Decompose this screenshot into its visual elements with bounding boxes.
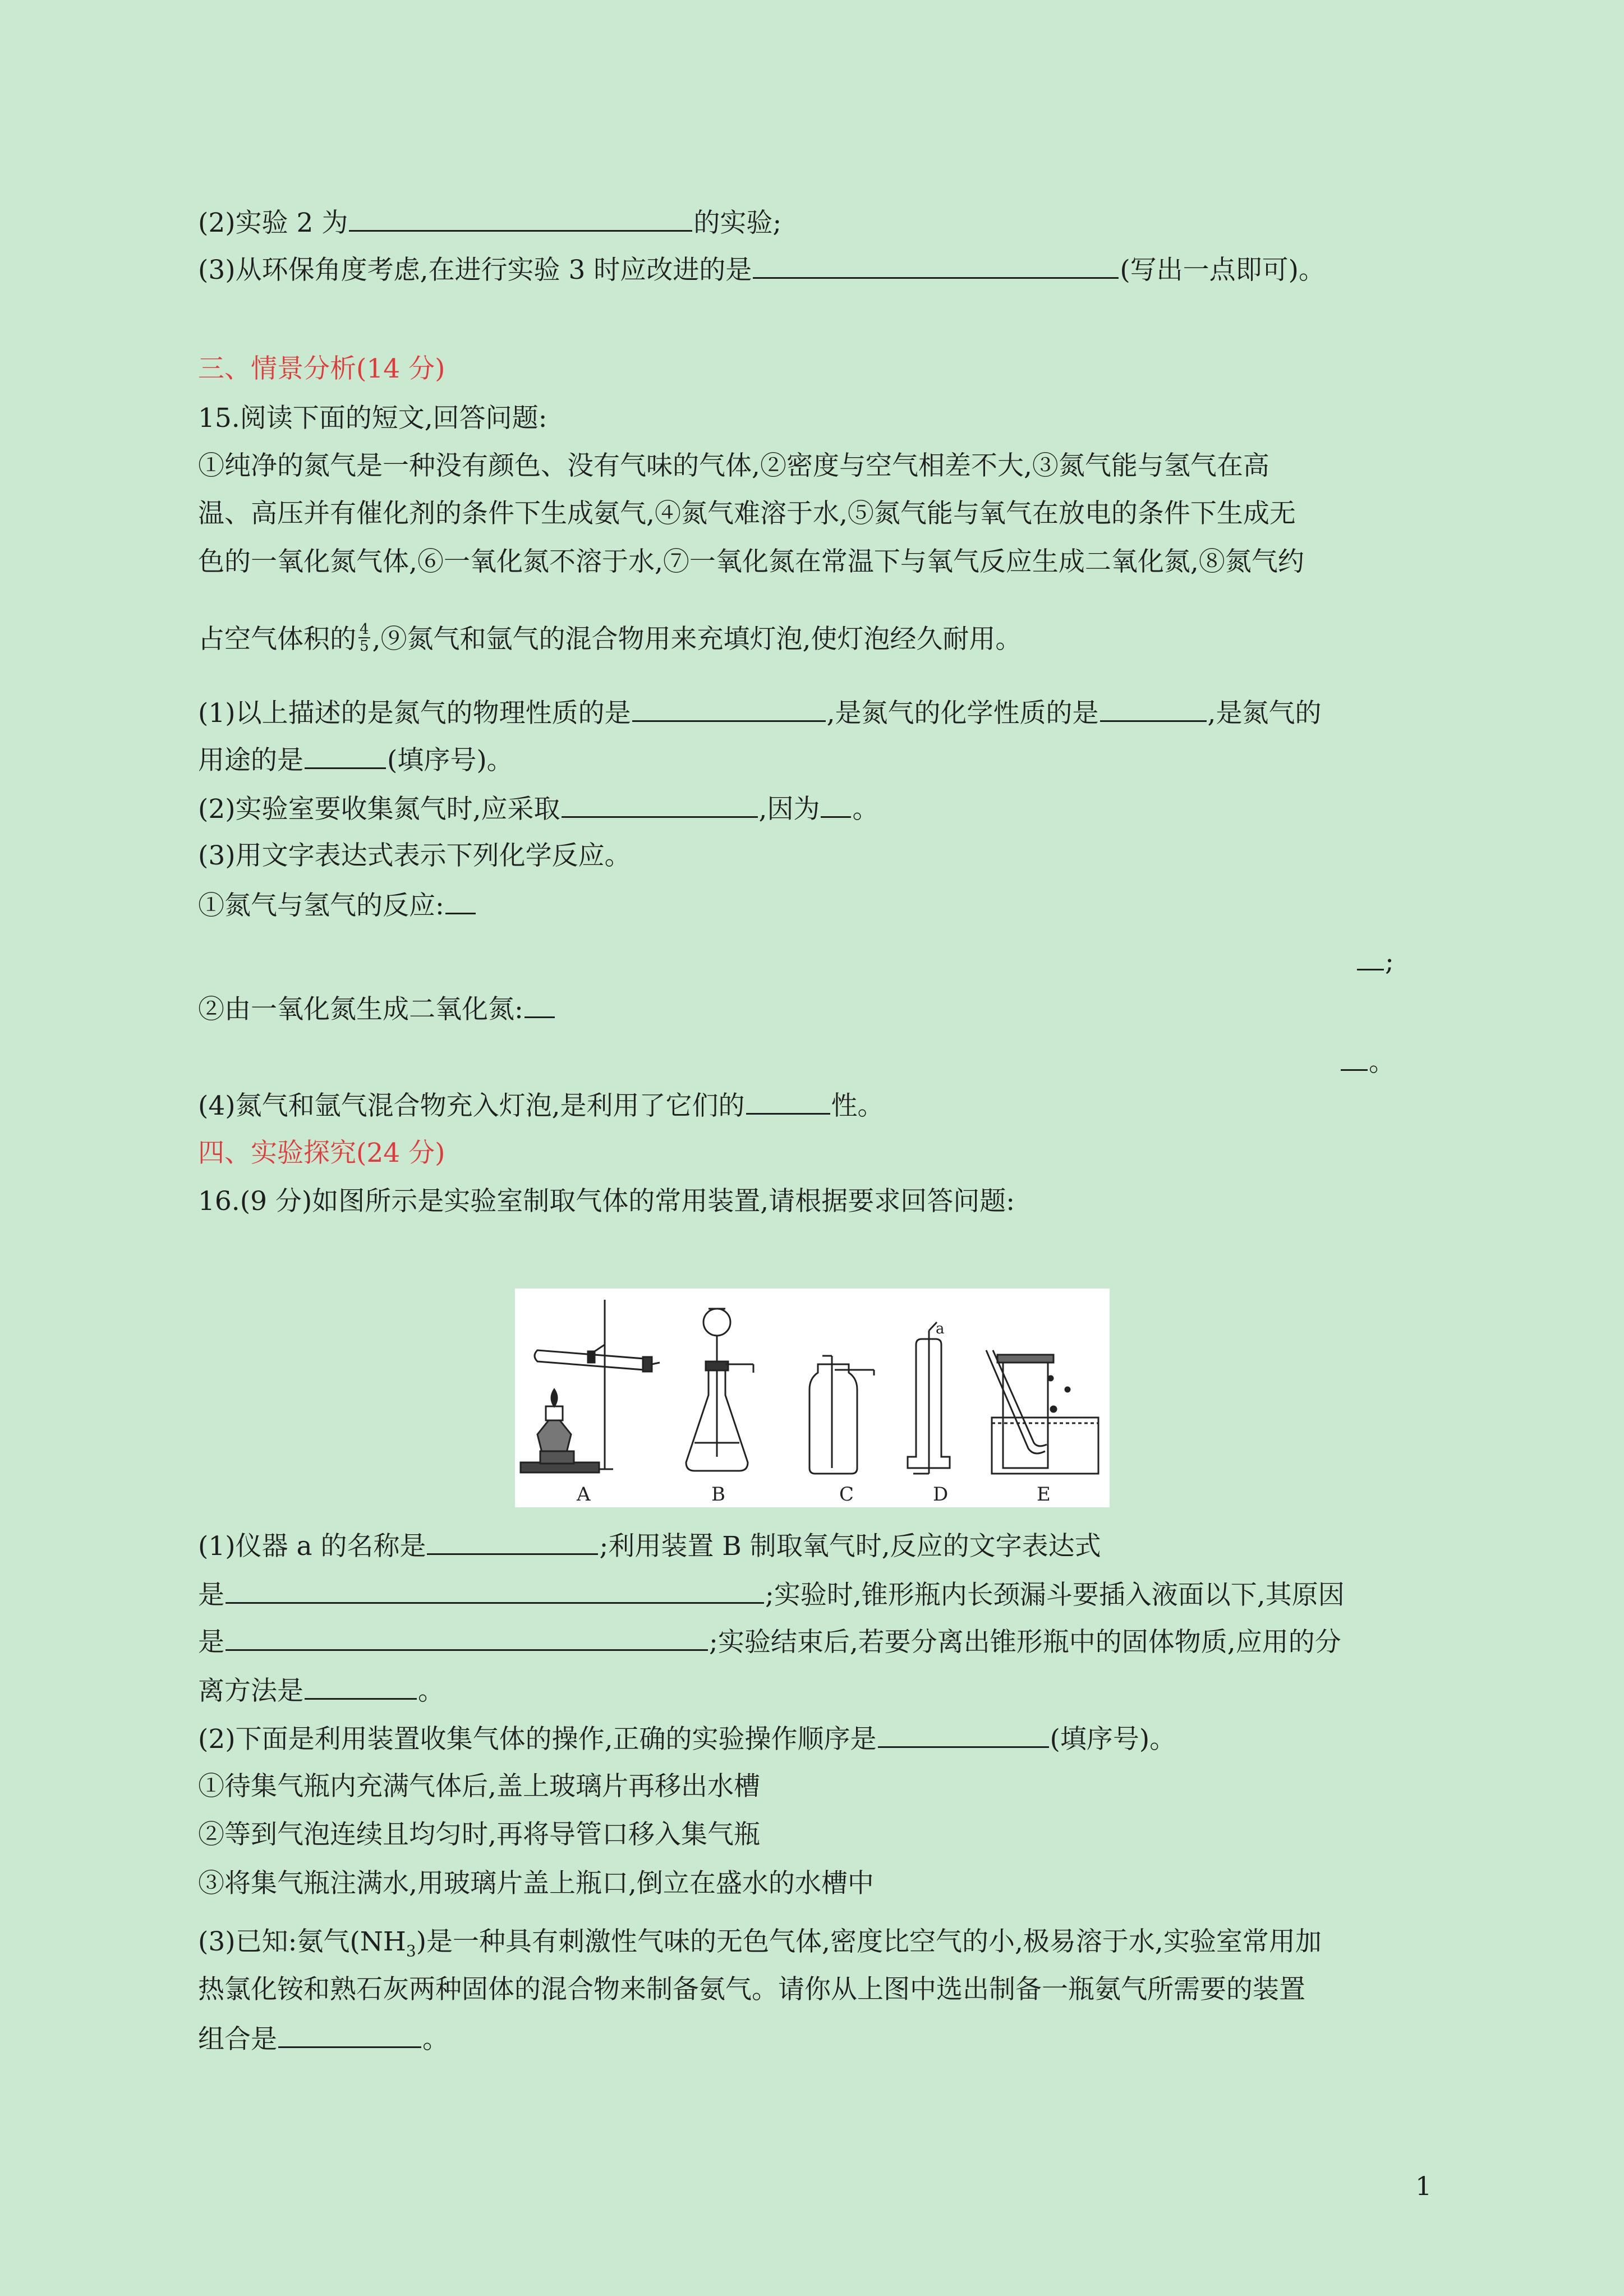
answer-blank[interactable] <box>305 1673 417 1700</box>
q15-part3-item1: ①氮气与氢气的反应: <box>198 888 477 923</box>
answer-blank[interactable] <box>821 792 851 818</box>
answer-blank[interactable] <box>1357 944 1384 970</box>
q14-part2: (2)实验 2 为 的实验; <box>198 205 781 240</box>
fraction: $\frac{4}{5}$ <box>360 621 369 655</box>
q15-part3-item2: ②由一氧化氮生成二氧化氮: <box>198 992 556 1027</box>
q16-part3: (3)已知:氨气$(NH_3)$是一种具有刺激性气味的无色气体,密度比空气的小,极易溶于水,实验室常用加 <box>198 1926 1322 1961</box>
q16-part3-line3: 组合是 。 <box>198 2022 449 2056</box>
passage-line-3: 色的一氧化氮气体,⑥一氧化氮不溶于水,⑦一氧化氮在常温下与氧气反应生成二氧化氮,⑧氮气约 <box>198 546 1304 577</box>
label-c: C <box>839 1483 854 1506</box>
passage-line-1: ①纯净的氮气是一种没有颜色、没有气味的气体,②密度与空气相差不大,③氮气能与氢气在高 <box>198 450 1269 481</box>
q15-part1: (1)以上描述的是氮气的物理性质的是 ,是氮气的化学性质的是 ,是氮气的 <box>198 696 1321 730</box>
section-4-heading: 四、实验探究(24 分) <box>198 1138 445 1168</box>
answer-blank[interactable] <box>562 792 758 818</box>
section-3-heading: 三、情景分析(14 分) <box>198 353 445 384</box>
q16-part2: (2)下面是利用装置收集气体的操作,正确的实验操作顺序是 (填序号)。 <box>198 1722 1176 1756</box>
q16-part1-line4: 离方法是 。 <box>198 1673 444 1708</box>
passage-line-2: 温、高压并有催化剂的条件下生成氨气,④氮气难溶于水,⑤氮气能与氧气在放电的条件下生成无 <box>198 498 1296 529</box>
q15-part2: (2)实验室要收集氮气时,应采取 ,因为 。 <box>198 792 878 826</box>
label-a: A <box>577 1483 591 1506</box>
apparatus-d <box>908 1322 950 1474</box>
answer-blank[interactable] <box>753 252 1119 279</box>
label-e: E <box>1037 1483 1051 1506</box>
answer-blank[interactable] <box>1341 1045 1368 1071</box>
answer-blank[interactable] <box>878 1722 1049 1748</box>
label-d: D <box>933 1483 949 1506</box>
question-16: 16.(9 分)如图所示是实验室制取气体的常用装置,请根据要求回答问题: <box>198 1186 1015 1217</box>
answer-blank[interactable] <box>278 2022 421 2048</box>
q16-part2-step3: ③将集气瓶注满水,用玻璃片盖上瓶口,倒立在盛水的水槽中 <box>198 1868 874 1899</box>
q15-part3-item1-end: ; <box>1356 944 1394 979</box>
q15-part4: (4)氮气和氩气混合物充入灯泡,是利用了它们的 性。 <box>198 1088 884 1123</box>
answer-blank[interactable] <box>746 1088 830 1115</box>
answer-blank[interactable] <box>525 992 555 1018</box>
answer-blank[interactable] <box>226 1625 708 1651</box>
q16-part1: (1)仪器 a 的名称是 ;利用装置 B 制取氧气时,反应的文字表达式 <box>198 1529 1101 1563</box>
apparatus-a <box>521 1300 660 1473</box>
question-15: 15.阅读下面的短文,回答问题: <box>198 403 548 434</box>
answer-blank[interactable] <box>305 743 386 769</box>
q16-part1-line2: 是 ;实验时,锥形瓶内长颈漏斗要插入液面以下,其原因 <box>198 1577 1345 1612</box>
q16-part3-line2: 热氯化铵和熟石灰两种固体的混合物来制备氨气。请你从上图中选出制备一瓶氨气所需要的装置 <box>198 1974 1305 2005</box>
q15-part3: (3)用文字表达式表示下列化学反应。 <box>198 840 631 871</box>
q16-part1-line3: 是 ;实验结束后,若要分离出锥形瓶中的固体物质,应用的分 <box>198 1625 1341 1659</box>
answer-blank[interactable] <box>1100 696 1207 722</box>
label-b: B <box>711 1483 725 1506</box>
answer-blank[interactable] <box>445 888 476 914</box>
answer-blank[interactable] <box>349 205 692 232</box>
q16-part2-step2: ②等到气泡连续且均匀时,再将导管口移入集气瓶 <box>198 1819 760 1850</box>
apparatus-figure <box>515 1289 1110 1507</box>
answer-blank[interactable] <box>632 696 826 722</box>
answer-blank[interactable] <box>226 1577 764 1604</box>
q15-part1-cont: 用途的是 (填序号)。 <box>198 743 513 777</box>
apparatus-b <box>686 1309 753 1471</box>
passage-line-4: 占空气体积的 $\frac{4}{5}$ ,⑨氮气和氩气的混合物用来充填灯泡,使灯泡经久耐用。 <box>198 621 1022 655</box>
marker-a: a <box>936 1320 945 1337</box>
apparatus-e <box>986 1350 1098 1474</box>
answer-blank[interactable] <box>427 1529 598 1555</box>
page-number: 1 <box>1415 2171 1432 2201</box>
q16-part2-step1: ①待集气瓶内充满气体后,盖上玻璃片再移出水槽 <box>198 1771 760 1802</box>
apparatus-c <box>809 1356 874 1474</box>
q14-part3: (3)从环保角度考虑,在进行实验 3 时应改进的是 (写出一点即可)。 <box>198 252 1325 287</box>
q15-part3-item2-end: 。 <box>1340 1045 1395 1079</box>
